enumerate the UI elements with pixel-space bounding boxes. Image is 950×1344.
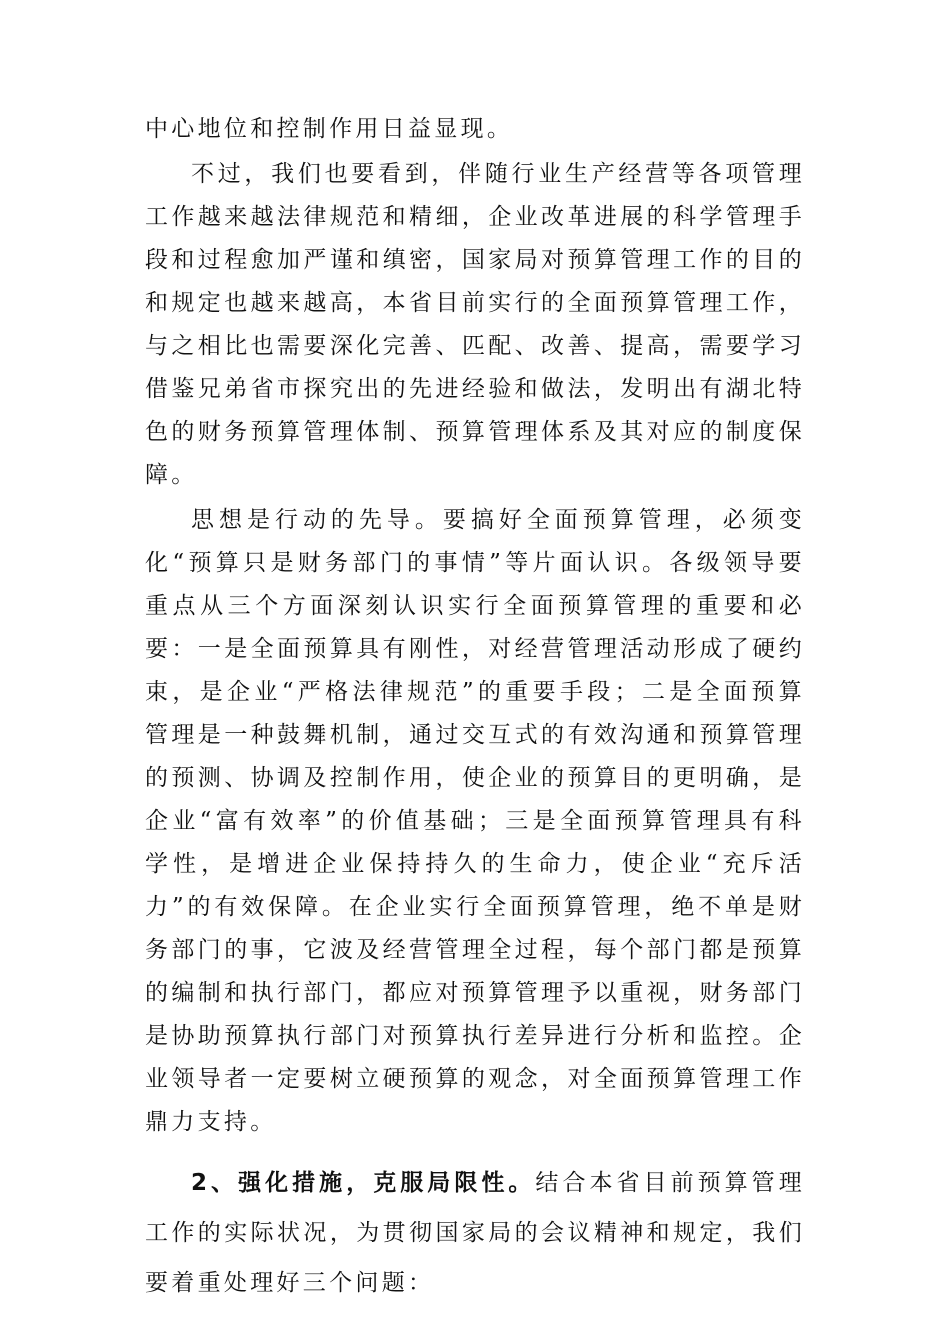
document-page <box>145 108 805 1308</box>
section-body: 结合本省目前预算管理工作的实际状况，为贯彻国家局的会议精神和规定，我们要着重处理好三个问题： <box>145 1170 806 1296</box>
paragraph-thinking-guide: 思想是行动的先导。要搞好全面预算管理，必须变化“预算只是财务部门的事情”等片面认识。各级领导要重点从三个方面深刻认识实行全面预算管理的重要和必要：一是全面预算具有刚性，对经营管理活动形成了硬约束，是企业“严格法律规范”的重要手段；二是全面预算管理是一种鼓舞机制，通过交互式的有效沟通和预算管理的预测、协调及控制作用，使企业的预算目的更明确，是企业“富有效率”的价值基础；三是全面预算管理具有科学性，是增进企业保持持久的生命力，使企业“充斥活力”的有效保障。在企业实行全面预算管理，绝不单是财务部门的事，它波及经营管理全过程，每个部门都是预算的编制和执行部门，都应对预算管理予以重视，财务部门是协助预算执行部门对预算执行差异进行分析和监控。企业领导者一定要树立硬预算的观念，对全面预算管理工作鼎力支持。 <box>145 507 805 1135</box>
section-heading: 2、强化措施，克服局限性。 <box>191 1170 536 1196</box>
paragraph-continuation: 中心地位和控制作用日益显现。 <box>145 116 514 142</box>
paragraph-strengthen-measures <box>145 1158 805 1308</box>
paragraph-industry-development: 不过，我们也要看到，伴随行业生产经营等各项管理工作越来越法律规范和精细，企业改革进展的科学管理手段和过程愈加严谨和缜密，国家局对预算管理工作的目的和规定也越来越高，本省目前实行的全面预算管理工作，与之相比也需要深化完善、匹配、改善、提高，需要学习借鉴兄弟省市探究出的先进经验和做法，发明出有湖北特色的财务预算管理体制、预算管理体系及其对应的制度保障。 <box>145 161 805 488</box>
